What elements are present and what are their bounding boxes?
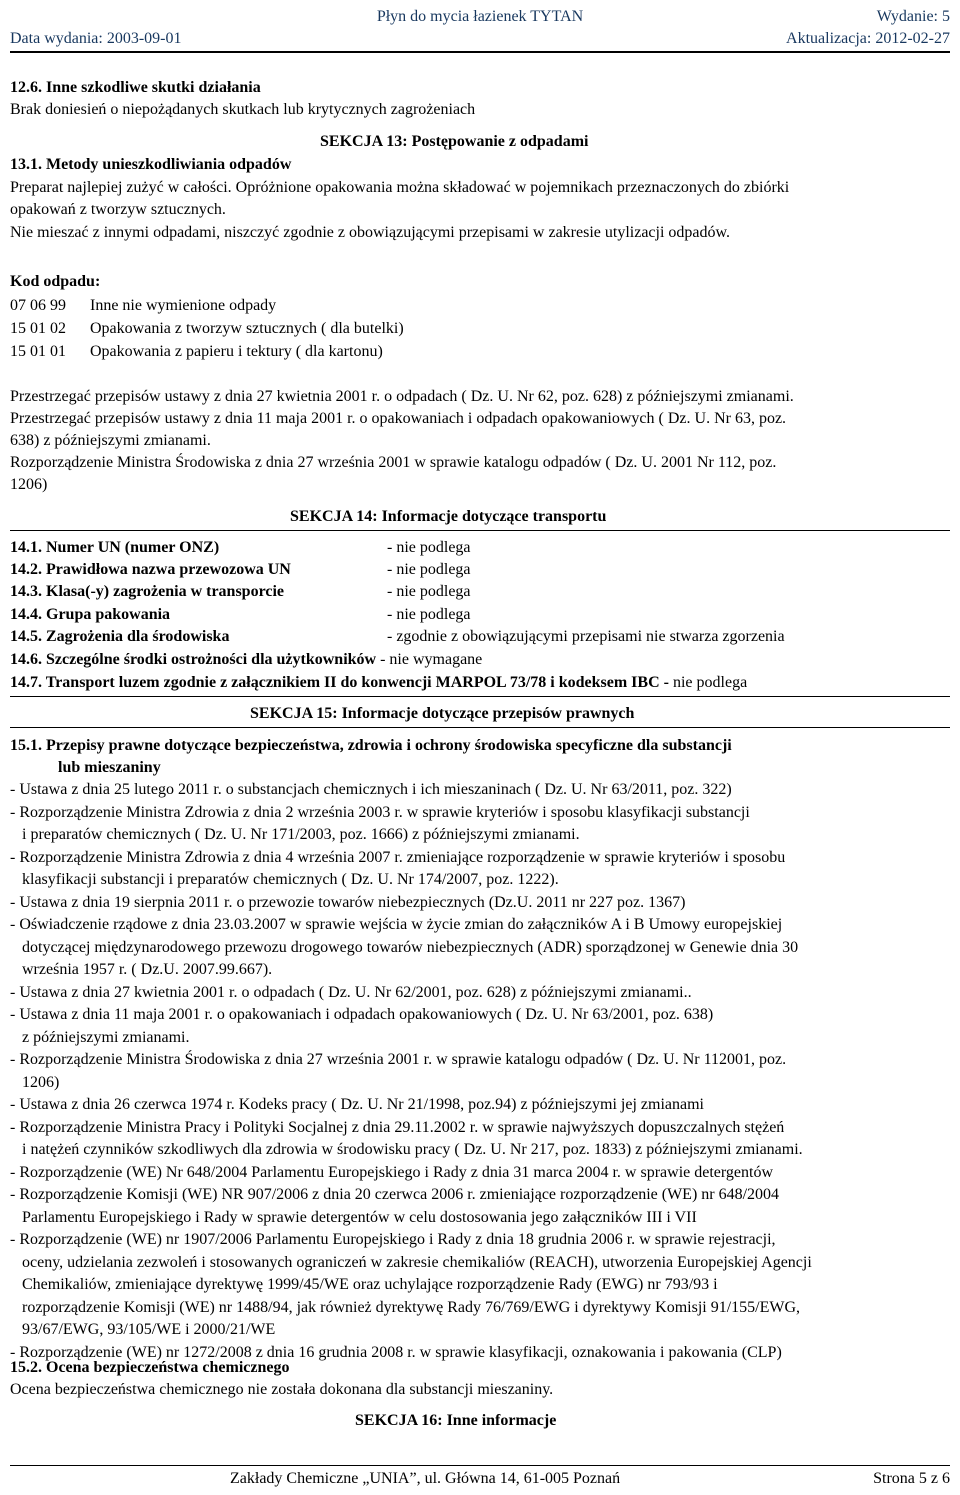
footer-page-number: Strona 5 z 6	[873, 1470, 950, 1487]
section-16-title: SEKCJA 16: Inne informacje	[355, 1412, 557, 1429]
regulation-line: 1206)	[22, 1073, 60, 1091]
regulation-line: rozporządzenie Komisji (WE) nr 1488/94, jak również dyrektywę Rady 76/769/EWG i dyrektywy Komisji 91/155/EWG,	[22, 1298, 801, 1316]
regulation-line: - Rozporządzenie (WE) Nr 648/2004 Parlamentu Europejskiego i Rady z dnia 31 marca 2004 r. w sprawie detergentów	[10, 1163, 774, 1181]
header-row-2	[10, 30, 950, 50]
regulation-line: - Ustawa z dnia 26 czerwca 1974 r. Kodeks pracy ( Dz. U. Nr 21/1998, poz.94) z późniejszymi jej zmianami	[10, 1096, 704, 1113]
footer-divider	[10, 1465, 950, 1466]
waste-code: 15 01 02	[10, 320, 66, 337]
product-title: Płyn do mycia łazienek TYTAN	[376, 8, 584, 25]
regulation-line: - Rozporządzenie Ministra Środowiska z dnia 27 września 2001 r. w sprawie katalogu odpadów ( Dz. U. Nr 112001, poz.	[10, 1051, 787, 1068]
waste-code: 07 06 99	[10, 297, 66, 314]
transport-value: nie podlega	[668, 674, 748, 691]
regulation-line: klasyfikacji substancji i preparatów chemicznych ( Dz. U. Nr 174/2007, poz. 1222).	[22, 871, 559, 888]
regulation-line: - Oświadczenie rządowe z dnia 23.03.2007 w sprawie wejścia w życie zmian do załączników A i B Umowy europejskiej	[10, 916, 783, 933]
edition: Wydanie: 5	[876, 8, 950, 25]
section-15-title: SEKCJA 15: Informacje dotyczące przepisów prawnych	[250, 705, 635, 722]
waste-code-row	[10, 342, 66, 362]
regulation-line: dotyczącej międzynarodowego przewozu drogowego towarów niebezpiecznych (ADR) sporządzonej w Genewie dnia 30	[22, 938, 799, 956]
section-13-title: SEKCJA 13: Postępowanie z odpadami	[320, 133, 589, 150]
regulation-line: 93/67/EWG, 93/105/WE i 2000/21/WE	[22, 1321, 276, 1338]
transport-value: - nie podlega	[387, 606, 471, 623]
section-15-divider	[10, 727, 950, 728]
section-15-1-heading-cont: lub mieszaniny	[58, 759, 161, 776]
law-3b: 1206)	[10, 476, 48, 493]
regulation-line: - Ustawa z dnia 25 lutego 2011 r. o substancjach chemicznych i ich mieszaninach ( Dz. U. Nr 63/2011, poz. 322)	[10, 781, 732, 798]
waste-code-row	[10, 319, 66, 339]
issue-date: Data wydania: 2003-09-01	[10, 30, 182, 47]
transport-label: 14.1. Numer UN (numer ONZ)	[10, 539, 220, 556]
regulation-line: - Rozporządzenie Ministra Zdrowia z dnia 2 września 2003 r. w sprawie kryteriów i sposobu klasyfikacji substancji	[10, 803, 750, 821]
update-date: Aktualizacja: 2012-02-27	[786, 30, 950, 47]
regulation-line: - Rozporządzenie Ministra Zdrowia z dnia 4 września 2007 r. zmieniające rozporządzenie w sprawie kryteriów i sposobu	[10, 848, 786, 866]
waste-code: 15 01 01	[10, 343, 66, 360]
regulation-line: - Rozporządzenie (WE) nr 1272/2008 z dnia 16 grudnia 2008 r. w sprawie klasyfikacji, oznakowania i pakowania (CLP)	[10, 1343, 782, 1361]
section-12-6-heading: 12.6. Inne szkodliwe skutki działania	[10, 79, 261, 96]
waste-code-desc: Opakowania z tworzyw sztucznych ( dla butelki)	[90, 320, 404, 337]
transport-value: - nie podlega	[387, 539, 471, 556]
section-12-6-text: Brak doniesień o niepożądanych skutkach lub krytycznych zagrożeniach	[10, 101, 476, 118]
transport-row-14-7	[10, 673, 747, 693]
transport-label: 14.5. Zagrożenia dla środowiska	[10, 628, 230, 645]
transport-label: 14.2. Prawidłowa nazwa przewozowa UN	[10, 561, 291, 578]
section-15-divider-top	[10, 696, 950, 697]
transport-value: - nie podlega	[387, 561, 471, 578]
transport-label: 14.4. Grupa pakowania	[10, 606, 171, 623]
regulation-line: oceny, udzielania zezwoleń i stosowanych ograniczeń w zakresie chemikaliów (REACH), utworzenia Europejskiej Agencji	[22, 1253, 812, 1271]
law-1: Przestrzegać przepisów ustawy z dnia 27 kwietnia 2001 r. o odpadach ( Dz. U. Nr 62, poz. 628) z późniejszymi zmianami.	[10, 388, 794, 405]
section-15-2-text: Ocena bezpieczeństwa chemicznego nie została dokonana dla substancji mieszaniny.	[10, 1381, 554, 1398]
law-2b: 638) z późniejszymi zmianami.	[10, 432, 211, 449]
regulation-line: Chemikaliów, zmieniające dyrektywę 1999/45/WE oraz uchylające rozporządzenie Rady (EWG) nr 793/93 i	[22, 1276, 718, 1293]
waste-code-row	[10, 296, 66, 316]
regulation-line: września 1957 r. ( Dz.U. 2007.99.667).	[22, 961, 273, 978]
section-13-para-1: Preparat najlepiej zużyć w całości. Opróżnione opakowania można składować w pojemnikach przeznaczonych do zbiórki	[10, 179, 790, 196]
transport-value: - nie wymagane	[376, 651, 483, 668]
section-13-para-3: Nie mieszać z innymi odpadami, niszczyć zgodnie z obowiązującymi przepisami w zakresie utylizacji odpadów.	[10, 224, 731, 241]
waste-code-desc: Opakowania z papieru i tektury ( dla kartonu)	[90, 343, 383, 360]
regulation-line: - Rozporządzenie Ministra Pracy i Polityki Socjalnej z dnia 29.11.2002 r. w sprawie najwyższych dopuszczalnych stężeń	[10, 1118, 785, 1136]
regulation-line: i preparatów chemicznych ( Dz. U. Nr 171/2003, poz. 1666) z późniejszymi zmianami.	[22, 826, 580, 843]
regulation-line: - Ustawa z dnia 27 kwietnia 2001 r. o odpadach ( Dz. U. Nr 62/2001, poz. 628) z późniejszymi zmianami..	[10, 983, 692, 1001]
footer	[10, 1470, 950, 1490]
waste-code-heading: Kod odpadu:	[10, 273, 101, 290]
regulation-line: - Ustawa z dnia 11 maja 2001 r. o opakowaniach i odpadach opakowaniowych ( Dz. U. Nr 63/2001, poz. 638)	[10, 1006, 714, 1023]
section-13-1-heading: 13.1. Metody unieszkodliwiania odpadów	[10, 156, 292, 173]
transport-label: 14.7. Transport luzem zgodnie z załącznikiem II do konwencji MARPOL 73/78 i kodeksem IBC -	[10, 674, 669, 691]
transport-value: - zgodnie z obowiązującymi przepisami nie stwarza zgorzenia	[387, 628, 785, 645]
regulation-line: - Rozporządzenie Komisji (WE) NR 907/2006 z dnia 20 czerwca 2006 r. zmieniające rozporządzenie (WE) nr 648/2004	[10, 1186, 780, 1203]
section-13-para-2: opakowań z tworzyw sztucznych.	[10, 201, 226, 218]
section-15-2-heading: 15.2. Ocena bezpieczeństwa chemicznego	[10, 1359, 290, 1376]
transport-label: 14.6. Szczególne środki ostrożności dla użytkowników	[10, 651, 377, 668]
waste-code-desc: Inne nie wymienione odpady	[90, 297, 277, 314]
regulation-line: - Ustawa z dnia 19 sierpnia 2011 r. o przewozie towarów niebezpiecznych (Dz.U. 2011 nr 227 poz. 1367)	[10, 893, 686, 911]
document-page	[10, 0, 950, 1495]
law-3a: Rozporządzenie Ministra Środowiska z dnia 27 września 2001 w sprawie katalogu odpadów ( Dz. U. 2001 Nr 112, poz.	[10, 454, 777, 471]
regulation-line: Parlamentu Europejskiego i Rady w sprawie detergentów w celu dostosowania jego załączników III i VII	[22, 1208, 697, 1226]
header-divider	[10, 51, 950, 53]
transport-row-14-6	[10, 650, 482, 670]
section-14-divider	[10, 530, 950, 531]
regulation-line: z późniejszymi zmianami.	[22, 1028, 190, 1046]
law-2a: Przestrzegać przepisów ustawy z dnia 11 maja 2001 r. o opakowaniach i odpadach opakowaniowych ( Dz. U. Nr 63, poz.	[10, 410, 787, 427]
section-14-title: SEKCJA 14: Informacje dotyczące transportu	[290, 508, 607, 525]
transport-value: - nie podlega	[387, 583, 471, 600]
header-row-1	[10, 8, 950, 28]
regulation-line: - Rozporządzenie (WE) nr 1907/2006 Parlamentu Europejskiego i Rady z dnia 18 grudnia 2006 r. w sprawie rejestracji,	[10, 1231, 776, 1248]
footer-company: Zakłady Chemiczne „UNIA”, ul. Główna 14, 61-005 Poznań	[230, 1470, 621, 1487]
transport-label: 14.3. Klasa(-y) zagrożenia w transporcie	[10, 583, 285, 600]
section-15-1-heading: 15.1. Przepisy prawne dotyczące bezpieczeństwa, zdrowia i ochrony środowiska specyficzne dla substancji	[10, 737, 732, 754]
regulation-line: i natężeń czynników szkodliwych dla zdrowia w środowisku pracy ( Dz. U. Nr 217, poz. 1833) z późniejszymi zmianami.	[22, 1141, 803, 1158]
